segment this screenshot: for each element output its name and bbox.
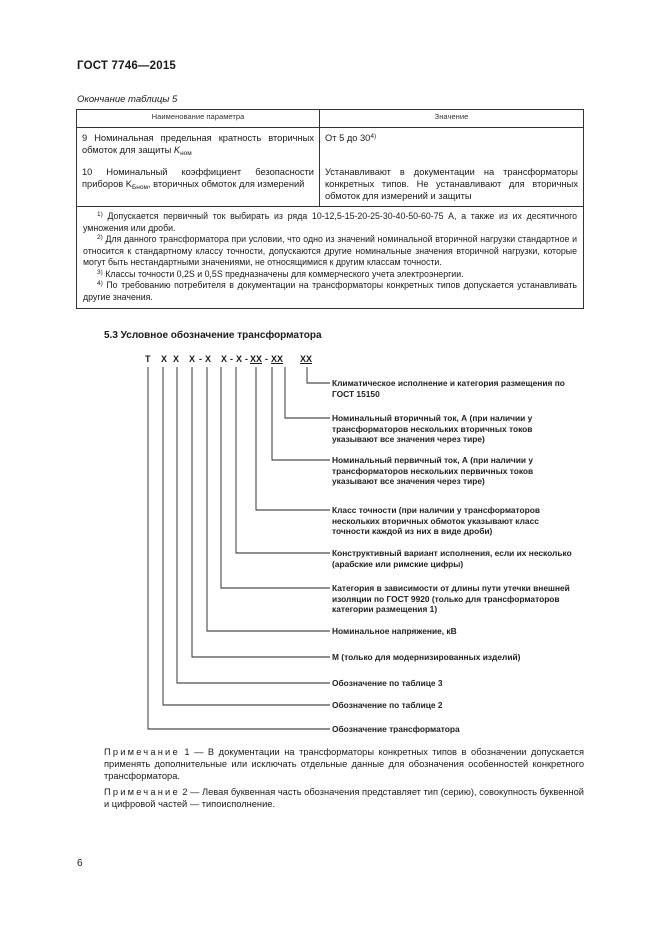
footnote-3-text: Классы точности 0,2S и 0,5S предназначены для коммерческого учета электроэнергии. — [102, 268, 464, 279]
code-char: - — [245, 354, 248, 364]
code-char: - — [265, 354, 268, 364]
column-header-value: Значение — [320, 110, 584, 128]
leader-line — [307, 367, 330, 383]
note-1-label: Примечание — [104, 747, 180, 757]
code-char: Т — [145, 354, 151, 364]
designation-label: Класс точности (при наличии у трансформаторов нескольких вторичных обмоток указывают класс точности каждой из них в виде дроби) — [332, 505, 541, 536]
note-2 — [104, 786, 584, 810]
code-char: ХХ — [300, 354, 313, 364]
footnote-2-text: Для данного трансформатора при условии, что одно из значений номинальной вторичной нагрузки стандартное и относится к стандартному классу точности, допускаются другие номинальные значения вторичной нагрузки, которые могут быть нестандартными значениями, не относящимися к другим классам точности. — [83, 234, 577, 267]
designation-label: Категория в зависимости от длины пути утечки внешней изоляции по ГОСТ 9920 (только для трансформаторов категории размещения 1) — [332, 583, 570, 614]
designation-label: Обозначение по таблице 3 — [332, 678, 443, 688]
designation-label: Номинальный первичный ток, А (при наличии у трансформаторов нескольких первичных токов указывают все значения через тире) — [332, 455, 534, 486]
leader-line — [285, 367, 330, 418]
row10-parameter-text-a: 10 Номинальный коэффициент безопасности приборов K — [82, 167, 314, 189]
code-char: ХХ — [271, 354, 284, 364]
code-char: ХХ — [250, 354, 263, 364]
page-number: 6 — [77, 858, 83, 869]
note-1-text: 1 — В документации на трансформаторы конкретных типов в обозначении допускается применять дополнительные или исключать отдельные данные для обозначения особенностей конкретного трансформатора. — [104, 747, 584, 781]
section-heading: 5.3 Условное обозначение трансформатора — [104, 330, 322, 341]
footnote-1-mark: 1) — [97, 211, 103, 218]
code-char: Х — [173, 354, 180, 364]
column-header-parameter: Наименование параметра — [77, 110, 320, 128]
table-caption: Окончание таблицы 5 — [77, 94, 178, 105]
leader-line — [272, 367, 330, 460]
code-char: Х — [221, 354, 228, 364]
leader-line — [148, 367, 330, 729]
footnote-1-text: Допускается первичный ток выбирать из ряда 10-12,5-15-20-25-30-40-50-60-75 А, а также из их десятичного умножения или дроби. — [83, 211, 577, 233]
designation-label: Обозначение по таблице 2 — [332, 700, 443, 710]
note-2-label: Примечание — [104, 787, 180, 797]
designation-label: Обозначение трансформатора — [332, 724, 460, 734]
row9-value-footnote-mark: 4) — [370, 133, 377, 140]
leader-line — [256, 367, 330, 510]
footnote-2-mark: 2) — [97, 234, 103, 241]
leader-line — [177, 367, 330, 683]
row9-symbol: K — [173, 145, 181, 155]
note-1 — [104, 746, 584, 782]
designation-label: М (только для модернизированных изделий) — [332, 652, 521, 662]
row10-parameter-text-b: , вторичных обмоток для измерений — [147, 179, 305, 189]
code-char: - — [230, 354, 233, 364]
leader-line — [207, 367, 330, 631]
designation-label: Номинальное напряжение, кВ — [332, 626, 457, 636]
code-char: Х — [161, 354, 168, 364]
code-char: Х — [236, 354, 243, 364]
note-2-text: 2 — Левая буквенная часть обозначения представляет тип (серию), совокупность буквенной и цифровой частей — типоисполнение. — [104, 787, 584, 809]
code-char: Х — [189, 354, 196, 364]
footnote-4-text: По требованию потребителя в документации на трансформаторы конкретных типов допускается устанавливать другие значения. — [83, 280, 577, 302]
leader-line — [192, 367, 330, 657]
row9-subscript: ном — [180, 150, 192, 157]
leader-line — [221, 367, 330, 588]
footnote-3-mark: 3) — [97, 268, 103, 276]
row10-value: Устанавливают в документации на трансформаторы конкретных типов. Не устанавливают для вторичных обмоток для измерений и защиты — [325, 167, 578, 201]
designation-label: Номинальный вторичный ток, А (при наличии у трансформаторов нескольких вторичных токов указывают все значения через тире) — [332, 413, 533, 444]
document-header-title: ГОСТ 7746—2015 — [77, 60, 177, 72]
code-char: - — [199, 354, 202, 364]
row9-parameter-text: 9 Номинальная предельная кратность вторичных обмоток для защиты — [82, 133, 314, 155]
code-char: Х — [205, 354, 212, 364]
row10-subscript: Бном — [131, 184, 148, 191]
designation-label: Конструктивный вариант исполнения, если их несколько (арабские или римские цифры) — [332, 548, 572, 569]
row9-value-text: От 5 до 30 — [325, 133, 371, 143]
footnote-4-mark: 4) — [97, 280, 103, 287]
designation-label: Климатическое исполнение и категория размещения по ГОСТ 15150 — [332, 378, 565, 399]
